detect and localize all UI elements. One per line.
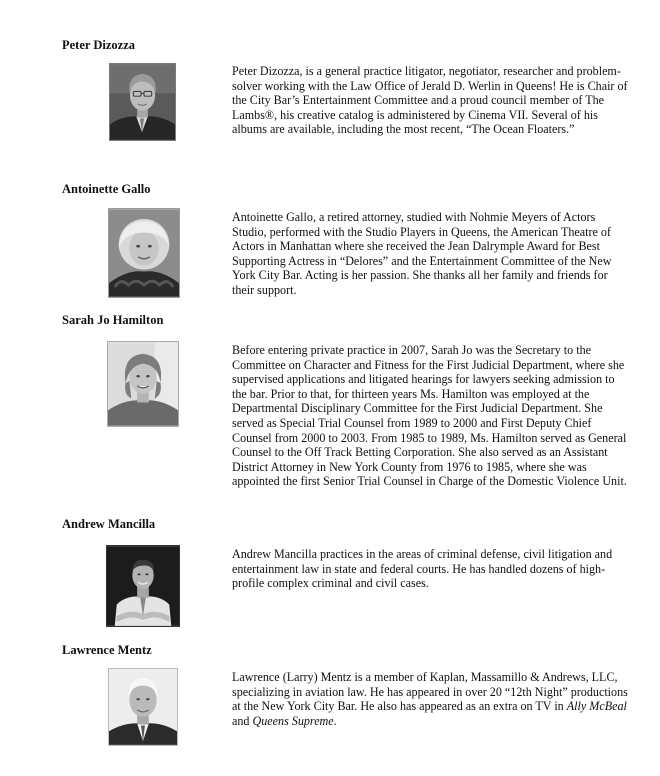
name-antoinette-gallo: Antoinette Gallo xyxy=(62,182,151,196)
show-title-queens-supreme: Queens Supreme xyxy=(252,713,334,728)
name-sarah-jo-hamilton: Sarah Jo Hamilton xyxy=(62,313,164,327)
show-title-ally-mcbeal: Ally McBeal xyxy=(566,699,627,714)
name-peter-dizozza: Peter Dizozza xyxy=(62,38,135,52)
bio-antoinette-gallo: Antoinette Gallo, a retired attorney, studied with Nohmie Meyers of Actors Studio, performed with the Studio Players in Queens, the American Theatre of Actors in Manhattan where she received the Jean Dalrymple Award for Best Supporting Actress in “Delores” and the Entertainment Committee of the New York City Bar. Acting is her passion. She thanks all her family and friends for their support. xyxy=(232,210,612,297)
photo-andrew-mancilla xyxy=(106,545,180,627)
name-andrew-mancilla: Andrew Mancilla xyxy=(62,517,156,531)
bio-lawrence-mentz-text: Lawrence (Larry) Mentz is a member of Kaplan, Massamillo & Andrews, LLC, specializing in aviation law. He has appeared in over 20 “12th Night” productions at the New York City Bar. He also has appeared as an extra on TV in xyxy=(232,670,628,714)
bio-conjunction: and xyxy=(232,713,253,728)
bio-period: . xyxy=(333,713,337,728)
name-lawrence-mentz: Lawrence Mentz xyxy=(62,643,152,657)
bio-sarah-jo-hamilton: Before entering private practice in 2007, Sarah Jo was the Secretary to the Committee on Character and Fitness for the First Judicial Department, where she supervised applications and litigated hearings for lawyers seeking admission to the bar. Prior to that, for thirteen years Ms. Hamilton was employed at the Departmental Disciplinary Committee for the First Judicial Department. She served as Special Trial Counsel from 1989 to 2000 and First Deputy Chief Counsel from 2000 to 2003. From 1985 to 1989, Ms. Hamilton served as General Counsel to the Off Track Betting Corporation. She also served as an Assistant District Attorney in New York County from 1976 to 1985, where she was appointed the first Senior Trial Counsel in Charge of the Domestic Violence Unit. xyxy=(232,343,627,489)
photo-lawrence-mentz xyxy=(108,668,178,746)
bio-peter-dizozza: Peter Dizozza, is a general practice litigator, negotiator, researcher and problem-solver working with the Law Office of Jerald D. Werlin in Queens! He is Chair of the City Bar’s Entertainment Committee and a proud council member of The Lambs®, his creative catalog is administered by Cinema VII. Several of his albums are available, including the most recent, “The Ocean Floaters.” xyxy=(232,64,628,137)
photo-antoinette-gallo xyxy=(108,208,180,298)
bio-andrew-mancilla: Andrew Mancilla practices in the areas of criminal defense, civil litigation and entertainment law in state and federal courts. He has handled dozens of high-profile complex criminal and civil cases. xyxy=(232,547,613,591)
bio-lawrence-mentz xyxy=(232,670,630,728)
photo-peter-dizozza xyxy=(109,63,176,141)
photo-sarah-jo-hamilton xyxy=(107,341,179,427)
